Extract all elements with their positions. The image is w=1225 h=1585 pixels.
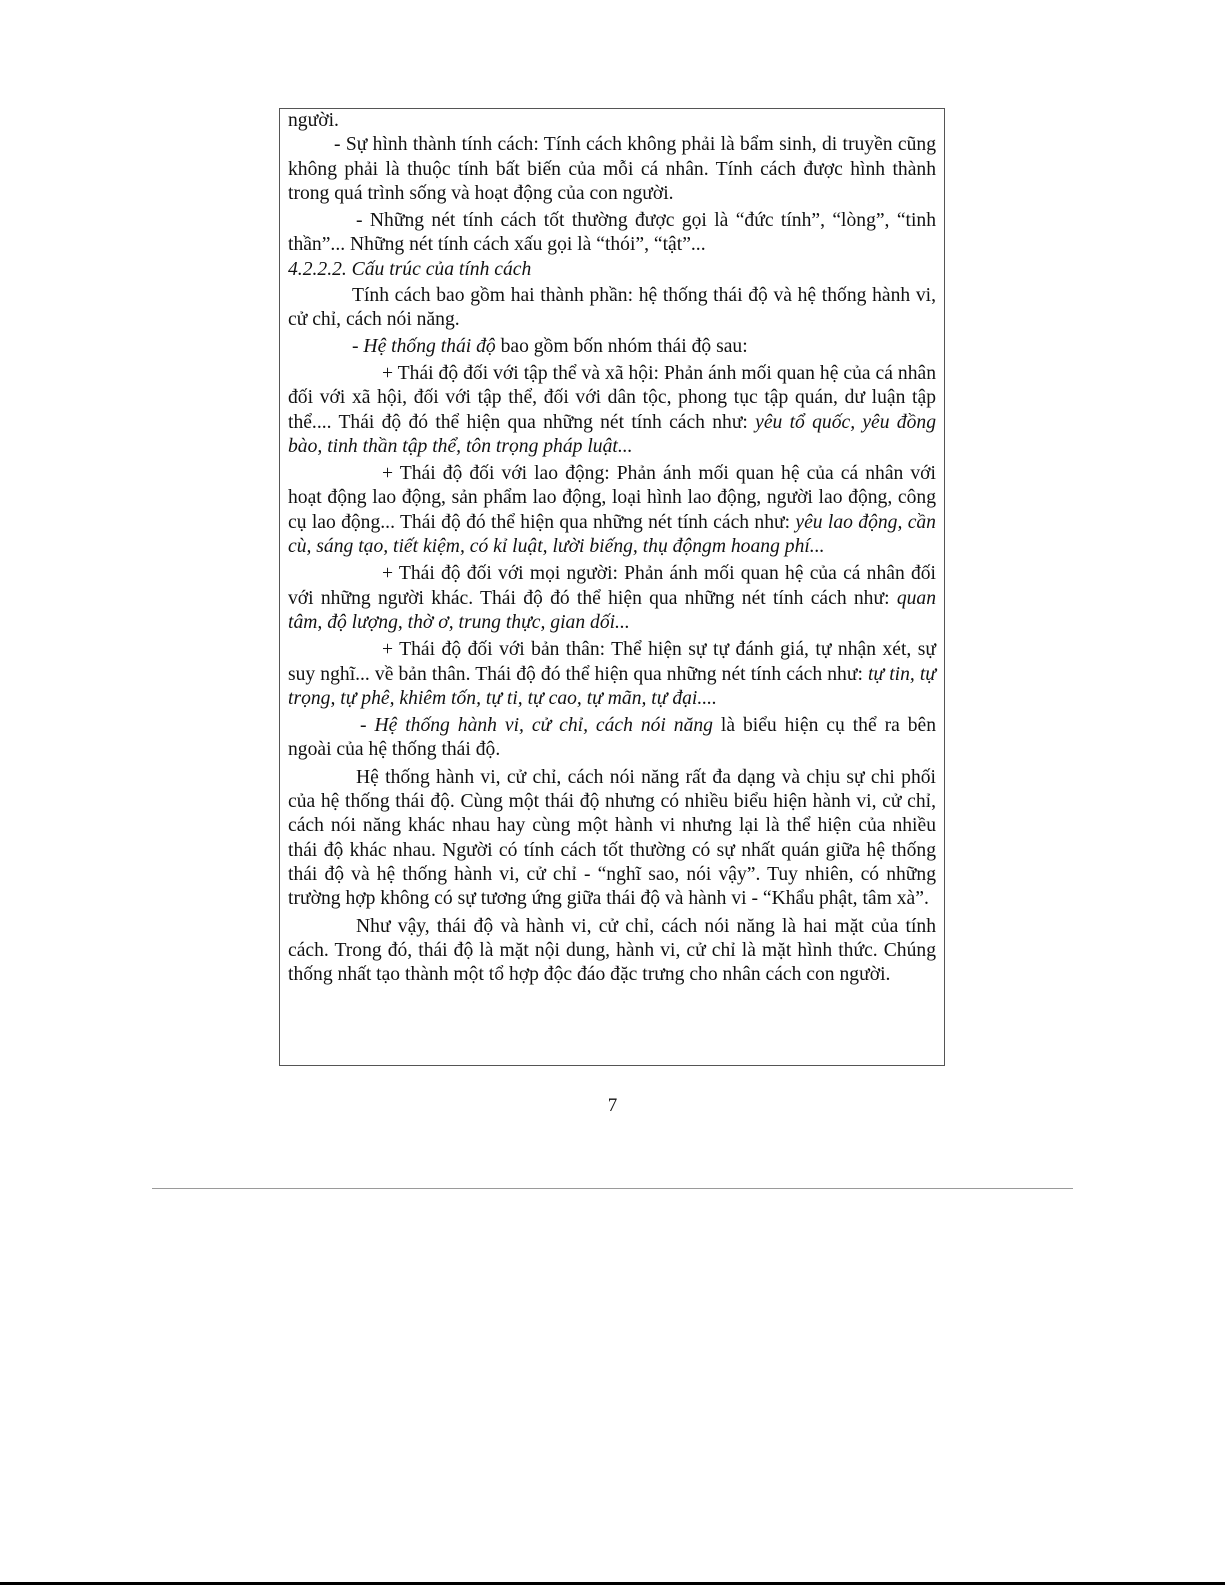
paragraph-text: + Thái độ đối với lao động: Phản ánh mối quan hệ của cá nhân với hoạt động lao động, sản phẩm lao động, loại hình lao động, người lao động, công cụ lao động... Thái độ đó thể hiện qua những nét tính cách như:: [288, 463, 936, 533]
section-heading: [288, 258, 936, 282]
paragraph-text: + Thái độ đối với tập thể và xã hội: Phản ánh mối quan hệ của cá nhân đối với xã hội, đối với tập thể, đối với dân tộc, phong tục tập quán, dư luận tập thể.... Thái độ đó thể hiện qua những nét tính cách như:: [288, 362, 936, 433]
paragraph-attitude-labor: [288, 462, 936, 559]
paragraph-behavior-system: [288, 714, 936, 763]
paragraph-text: + Thái độ đối với bản thân: Thể hiện sự tự đánh giá, tự nhận xét, sự suy nghĩ... về bản thân. Thái độ đó thể hiện qua những nét tính cách như:: [288, 639, 936, 685]
italic-term: - Hệ thống thái độ: [352, 335, 496, 357]
page-divider: [152, 1188, 1073, 1189]
italic-examples: tự tin, tự trọng, tự phê, khiêm tốn, tự ti, tự cao, tự mãn, tự đại....: [288, 663, 936, 709]
paragraph-text: là biểu hiện cụ thể ra bên ngoài của hệ thống thái độ.: [288, 715, 937, 761]
paragraph-character-formation: - Sự hình thành tính cách: Tính cách không phải là bẩm sinh, di truyền cũng không phải là thuộc tính bất biến của mỗi cá nhân. Tính cách được hình thành trong quá trình sống và hoạt động của con người.: [288, 134, 936, 204]
paragraph-behavior-detail: Hệ thống hành vi, cử chỉ, cách nói năng rất đa dạng và chịu sự chi phối của hệ thống thái độ. Cùng một thái độ nhưng có nhiều biểu hiện hành vi, cử chỉ, cách nói năng khác nhau hay cùng một hành vi nhưng lại là thể hiện của nhiều thái độ khác nhau. Người có tính cách tốt thường có sự nhất quán giữa hệ thống thái độ và hệ thống hành vi, cử chỉ - “nghĩ sao, nói vậy”. Tuy nhiên, có những trường hợp không có sự tương ứng giữa thái độ và hành vi - “Khẩu phật, tâm xà”.: [288, 766, 936, 910]
paragraph-attitude-others: [288, 562, 936, 635]
paragraph-good-bad-traits: - Những nét tính cách tốt thường được gọi là “đức tính”, “lòng”, “tinh thần”... Những nét tính cách xấu gọi là “thói”, “tật”...: [288, 210, 936, 256]
page-number: 7: [607, 1095, 618, 1116]
italic-term: - Hệ thống hành vi, cử chỉ, cách nói năng: [360, 715, 713, 737]
italic-examples: yêu lao động, cần cù, sáng tạo, tiết kiệm, có kỉ luật, lười biếng, thụ độngm hoang phí...: [288, 511, 936, 558]
paragraph-attitude-system: [288, 335, 936, 359]
italic-examples: yêu tổ quốc, yêu đồng bào, tinh thần tập thể, tôn trọng pháp luật...: [288, 411, 936, 457]
section-heading-text: 4.2.2.2. Cấu trúc của tính cách: [288, 258, 532, 280]
paragraph-text: bao gồm bốn nhóm thái độ sau:: [495, 335, 748, 357]
italic-examples: quan tâm, độ lượng, thờ ơ, trung thực, gian dối...: [288, 587, 936, 633]
paragraph-structure-intro: Tính cách bao gồm hai thành phần: hệ thống thái độ và hệ thống hành vi, cử chỉ, cách nói năng.: [288, 285, 936, 331]
paragraph-conclusion: Như vậy, thái độ và hành vi, cử chỉ, cách nói năng là hai mặt của tính cách. Trong đó, thái độ là mặt nội dung, hành vi, cử chỉ là mặt hình thức. Chúng thống nhất tạo thành một tổ hợp độc đáo đặc trưng cho nhân cách con người.: [288, 915, 936, 986]
paragraph-attitude-collective: [288, 362, 936, 459]
document-text-box: [279, 108, 945, 1066]
paragraph-text: + Thái độ đối với mọi người: Phản ánh mối quan hệ của cá nhân đối với những người khác. Thái độ đó thể hiện qua những nét tính cách như:: [288, 563, 936, 609]
paragraph-continuation: người.: [288, 110, 339, 131]
paragraph-attitude-self: [288, 638, 936, 711]
